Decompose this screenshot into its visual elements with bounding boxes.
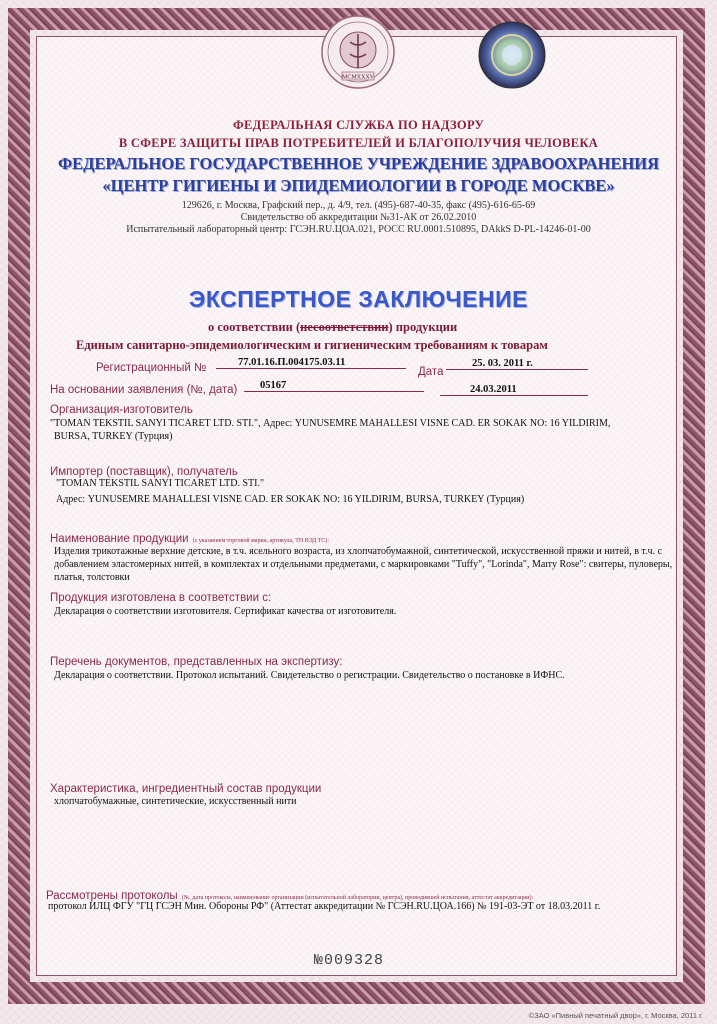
agency-line-2: В СФЕРЕ ЗАЩИТЫ ПРАВ ПОТРЕБИТЕЛЕЙ И БЛАГОПОЛУЧИЯ ЧЕЛОВЕКА (118, 136, 599, 150)
document-title: ЭКСПЕРТНОЕ ЗАКЛЮЧЕНИЕ (189, 286, 528, 312)
manufacturer-city: BURSA, TURKEY (Турция) (54, 431, 173, 442)
documents-value: Декларация о соответствии. Протокол испытаний. Свидетельство о регистрации. Свидетельство о постановке в ИФНС. (54, 670, 565, 681)
basis-date: 24.03.2011 (440, 384, 588, 396)
produced-per-label: Продукция изготовлена в соответствии с: (50, 592, 272, 604)
product-value: Изделия трикотажные верхние детские, в т.ч. ясельного возраста, из хлопчатобумажной, синтетической, искусственной пряжи и нитей, в т.ч. с добавлением эластомерных нитей, в комплектах и отдельными предметами, с маркировками "Tuffy", "Lorinda", Marry Rose": свитеры, пуловеры, платья, толстовки (54, 546, 673, 583)
accreditation-certificate: Свидетельство об аккредитации №31-АК от 26.02.2010 (240, 212, 477, 223)
svg-text:MCMXXXV: MCMXXXV (341, 74, 375, 81)
product-label: Наименование продукции (50, 533, 189, 545)
protocols-label: Рассмотрены протоколы (46, 890, 178, 902)
product-label-note: (с указанием торговой марки, артикула, ТН ВЭД ТС): (192, 538, 330, 544)
basis-label: На основании заявления (№, дата) (50, 384, 238, 396)
importer-address: Адрес: YUNUSEMRE MAHALLESI VISNE CAD. ER SOKAK NO: 16 YILDIRIM, BURSA, TURKEY (Турция) (56, 494, 525, 505)
requirements-line: Единым санитарно-эпидемиологическим и гигиеническим требованиям к товарам (76, 338, 548, 352)
basis-number: 05167 (244, 380, 424, 392)
date-value: 25. 03. 2011 г. (446, 358, 588, 370)
importer-label: Импортер (поставщик), получатель (50, 466, 238, 478)
reg-number-label: Регистрационный № (96, 362, 207, 374)
emblem-seal-icon (318, 14, 398, 92)
protocols-value: протокол ИЛЦ ФГУ "ГЦ ГСЭН Мин. Обороны РФ" (Аттестат аккредитации № ГСЭН.RU.ЦОА.166) № 191-03-ЭТ от 18.03.2011 г. (48, 901, 601, 912)
protocols-label-note: (№, дата протокола, наименование организации (испытательной лаборатории, центра), проводившей испытания, аттестат аккредитации): (181, 895, 534, 901)
agency-line-1: ФЕДЕРАЛЬНАЯ СЛУЖБА ПО НАДЗОРУ (232, 118, 485, 132)
institution-line-1: ФЕДЕРАЛЬНОЕ ГОСУДАРСТВЕННОЕ УЧРЕЖДЕНИЕ ЗДРАВООХРАНЕНИЯ (57, 154, 660, 173)
documents-label: Перечень документов, представленных на экспертизу: (50, 656, 343, 668)
compliance-line: о соответствии (несоответствии) продукции (208, 320, 458, 334)
lab-center: Испытательный лабораторный центр: ГСЭН.RU.ЦОА.021, РОСС RU.0001.510895, DAkkS D-PL-14246-01-00 (126, 224, 591, 235)
institution-address: 129626, г. Москва, Графский пер., д. 4/9, тел. (495)-687-40-35, факс (495)-616-65-69 (181, 200, 536, 211)
struck-text: несоответствии (300, 320, 389, 334)
reg-number-value: 77.01.16.П.004175.03.11 (216, 357, 406, 369)
printer-credit: ©ЗАО «Пивный печатный двор», г. Москва, 2011 г. (528, 1011, 703, 1020)
composition-label: Характеристика, ингредиентный состав продукции (50, 783, 322, 795)
importer-name: "TOMAN TEKSTIL SANYI TICARET LTD. STI." (56, 478, 265, 489)
manufacturer-value: "TOMAN TEKSTIL SANYI TICARET LTD. STI.", Адрес: YUNUSEMRE MAHALLESI VISNE CAD. ER SOKAK NO: 16 YILDIRIM, (50, 418, 611, 429)
date-label: Дата (418, 366, 444, 378)
hologram-sticker-icon (476, 20, 548, 90)
manufacturer-label: Организация-изготовитель (50, 404, 193, 416)
institution-line-2: «ЦЕНТР ГИГИЕНЫ И ЭПИДЕМИОЛОГИИ В ГОРОДЕ МОСКВЕ» (102, 176, 615, 195)
produced-per-value: Декларация о соответствии изготовителя. Сертификат качества от изготовителя. (54, 606, 397, 617)
composition-value: хлопчатобумажные, синтетические, искусственный нити (54, 796, 297, 807)
serial-number: №009328 (314, 952, 385, 969)
